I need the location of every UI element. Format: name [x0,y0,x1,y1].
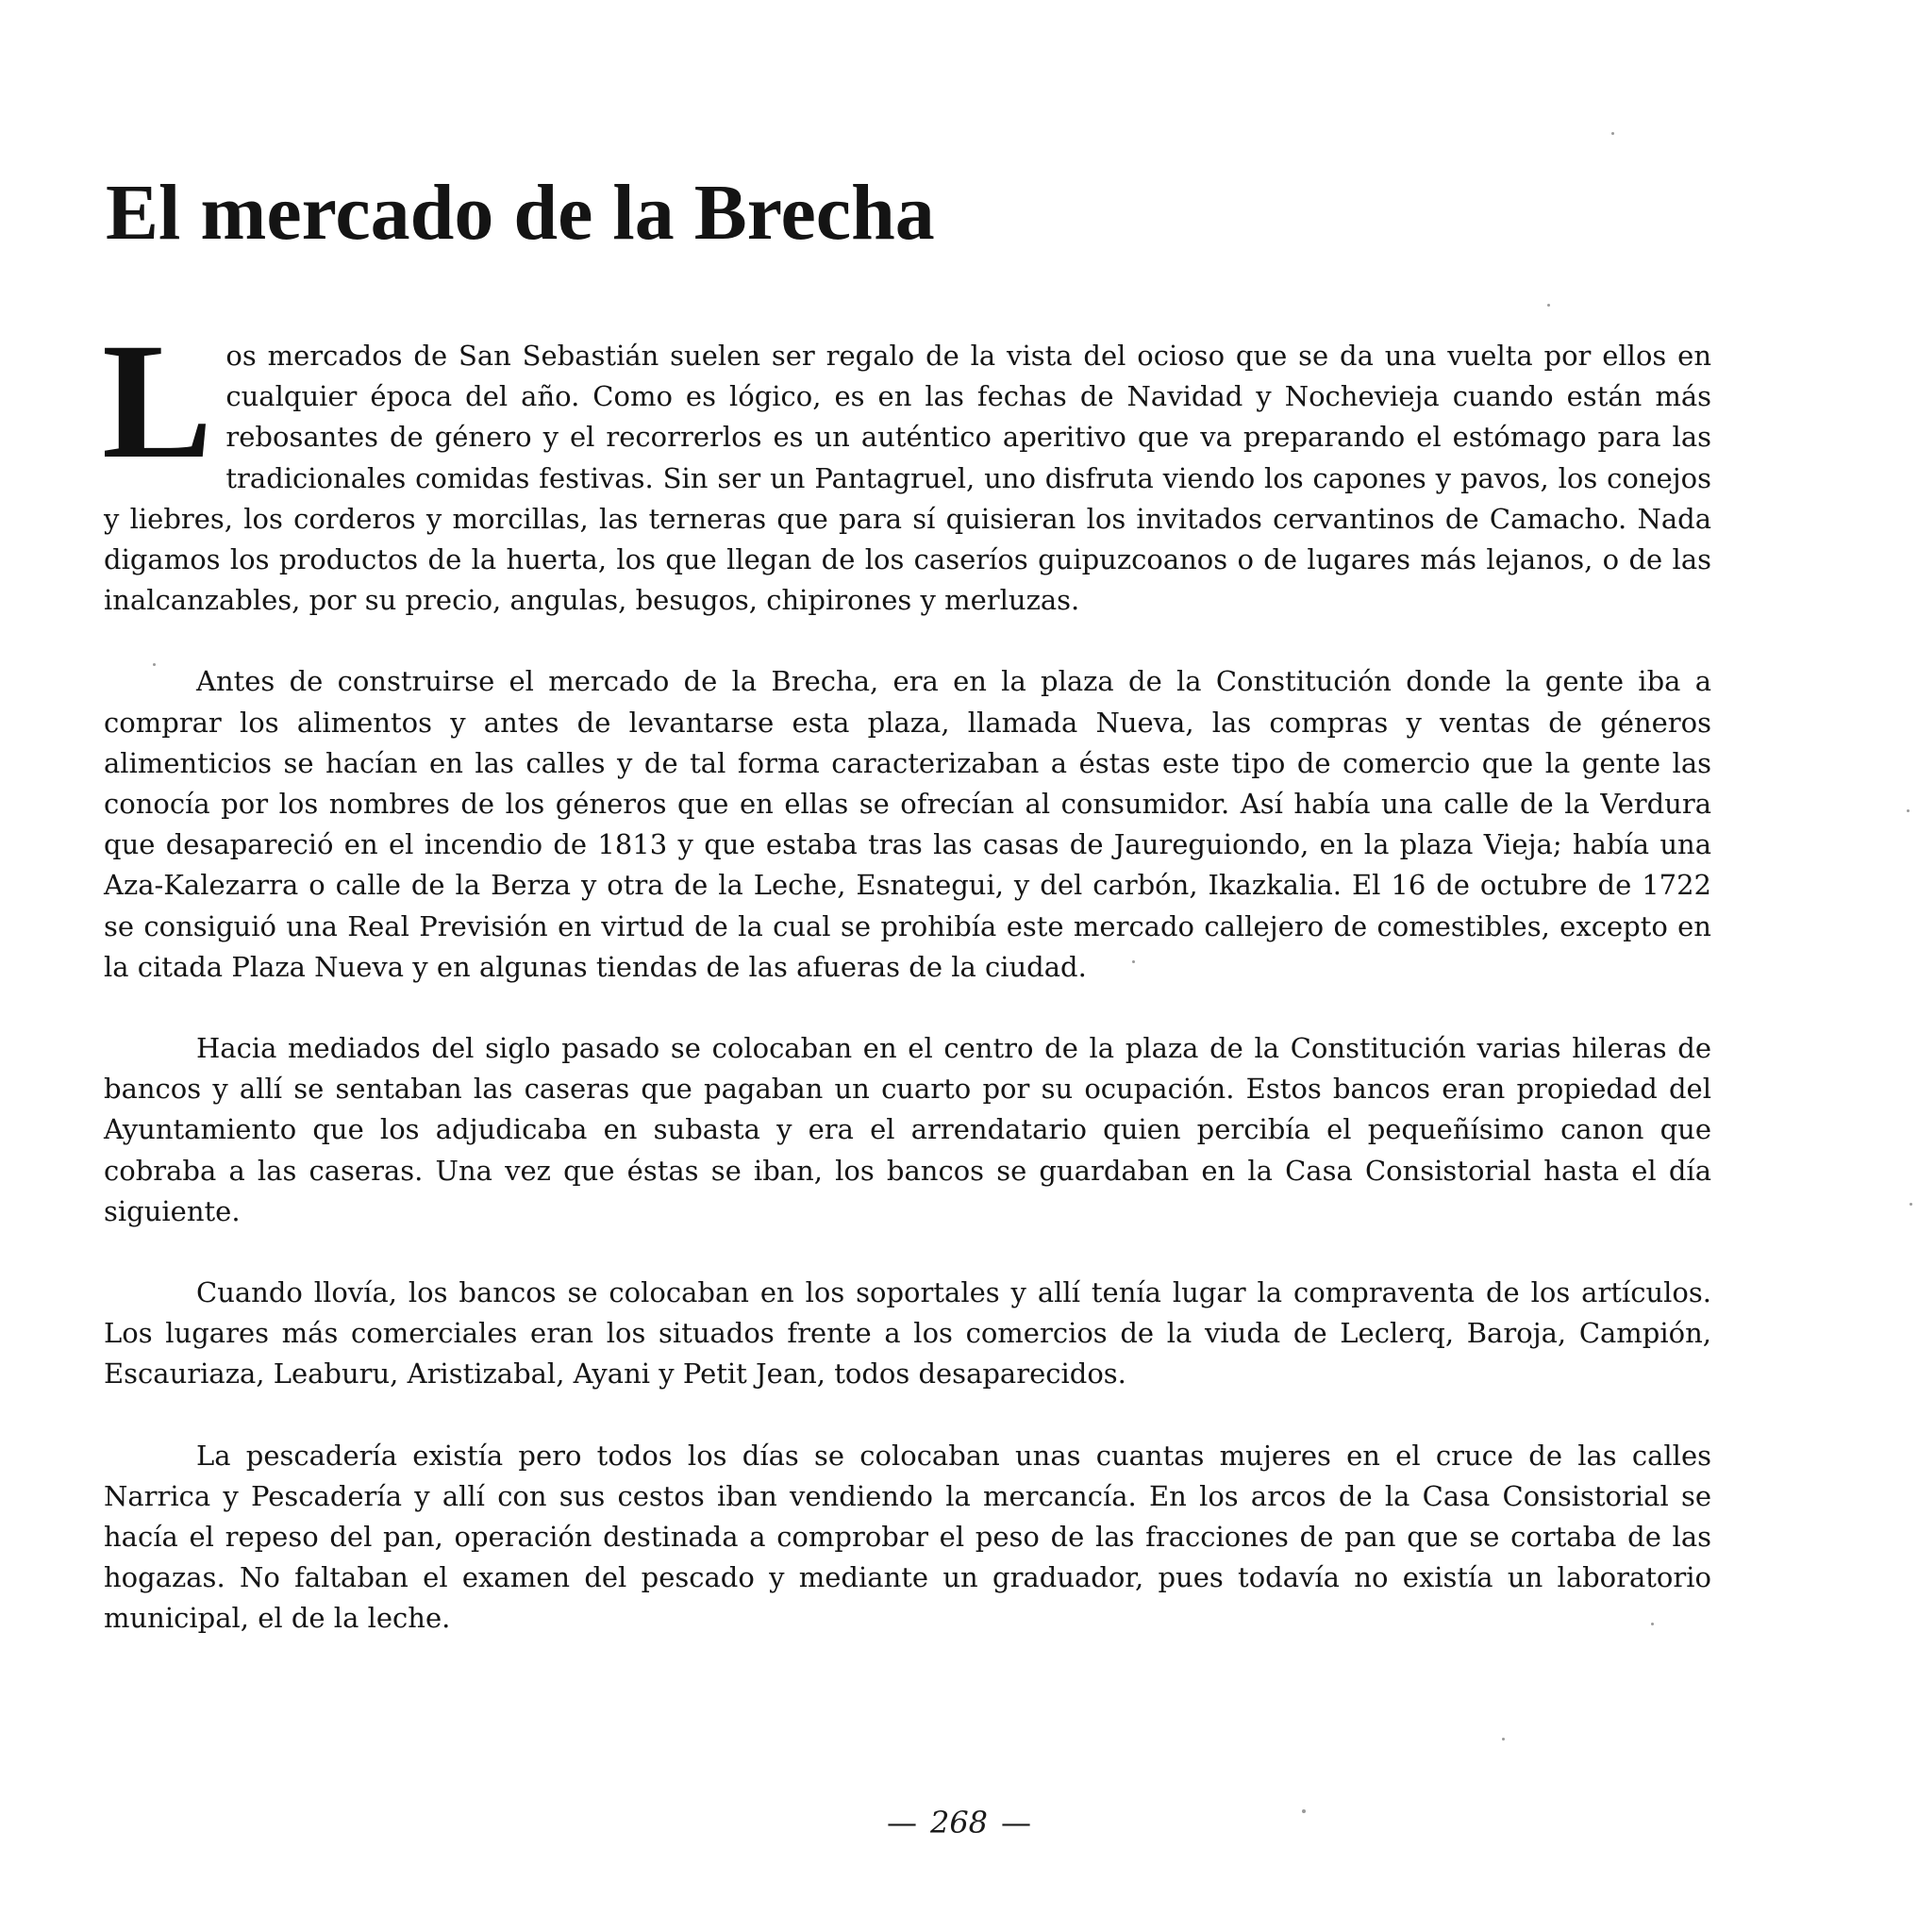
article-title: El mercado de la Brecha [106,169,935,257]
paragraph-5: La pescadería existía pero todos los días se colocaban unas cuantas mujeres en el cruce de las calles Narrica y Pescadería y allí con sus cestos iban vendiendo la mercancía. En los arcos de la Casa Consistorial se hacía el repeso del pan, operación destinada a comprobar el peso de las fracciones de pan que se cortaba de las hogazas. No faltaban el examen del pescado y mediante un graduador, pues todavía no existía un laboratorio municipal, el de la leche. [104,1439,1711,1635]
scan-speck [1302,1809,1306,1813]
scan-speck [1910,1203,1912,1206]
paragraph-4: Cuando llovía, los bancos se colocaban en los soportales y allí tenía lugar la compraventa de los artículos. Los lugares más comerciales eran los situados frente a los comercios de la viuda de Leclerq, Baroja, Campión, Escauriaza, Leaburu, Aristizabal, Ayani y Petit Jean, todos desaparecidos. [104,1276,1711,1391]
scan-speck [1132,960,1135,963]
scan-speck [1502,1738,1505,1740]
footer-dash-left: — [886,1805,917,1840]
footer-dash-right: — [1001,1805,1032,1840]
page-number: 268 [929,1805,989,1840]
page-footer [0,1804,1918,1841]
scan-speck [1907,809,1910,812]
scan-speck [153,663,156,666]
paragraph-1 [102,309,1711,621]
scan-speck [1611,132,1614,135]
drop-cap: L [102,309,213,493]
paragraph-3: Hacia mediados del siglo pasado se colocaban en el centro de la plaza de la Constitución varias hileras de bancos y allí se sentaban las caseras que pagaban un cuarto por su ocupación. Estos bancos eran propiedad del Ayuntamiento que los adjudicaba en subasta y era el arrendatario quien percibía el pequeñísimo canon que cobraba a las caseras. Una vez que éstas se iban, los bancos se guardaban en la Casa Consistorial hasta el día siguiente. [104,1032,1711,1227]
article-body [102,309,1711,1640]
paragraph-2: Antes de construirse el mercado de la Brecha, era en la plaza de la Constitución donde la gente iba a comprar los alimentos y antes de levantarse esta plaza, llamada Nueva, las compras y ventas de géneros alimenticios se hacían en las calles y de tal forma caracterizaban a éstas este tipo de comercio que la gente las conocía por los nombres de los géneros que en ellas se ofrecían al consumidor. Así había una calle de la Verdura que desapareció en el incendio de 1813 y que estaba tras las casas de Jaureguiondo, en la plaza Vieja; había una Aza-Kalezarra o calle de la Berza y otra de la Leche, Esnategui, y del carbón, Ikazkalia. El 16 de octubre de 1722 se consiguió una Real Previsión en virtud de la cual se prohibía este mercado callejero de comestibles, excepto en la citada Plaza Nueva y en algunas tiendas de las afueras de la ciudad. [104,665,1711,983]
scan-speck [1651,1623,1654,1625]
paragraph-1-text: os mercados de San Sebastián suelen ser regalo de la vista del ocioso que se da una vuelta por ellos en cualquier época del año. Como es lógico, es en las fechas de Navidad y Nochevieja cuando están más rebosantes de género y el recorrerlos es un auténtico aperitivo que va preparando el estómago para las tradicionales comidas festivas. Sin ser un Pantagruel, uno disfruta viendo los capones y pavos, los conejos y liebres, los corderos y morcillas, las terneras que para sí quisieran los invitados cervantinos de Camacho. Nada digamos los productos de la huerta, los que llegan de los caseríos guipuzcoanos o de lugares más lejanos, o de las inalcanzables, por su precio, angulas, besugos, chipirones y merluzas. [104,340,1711,617]
scan-speck [1547,304,1550,307]
